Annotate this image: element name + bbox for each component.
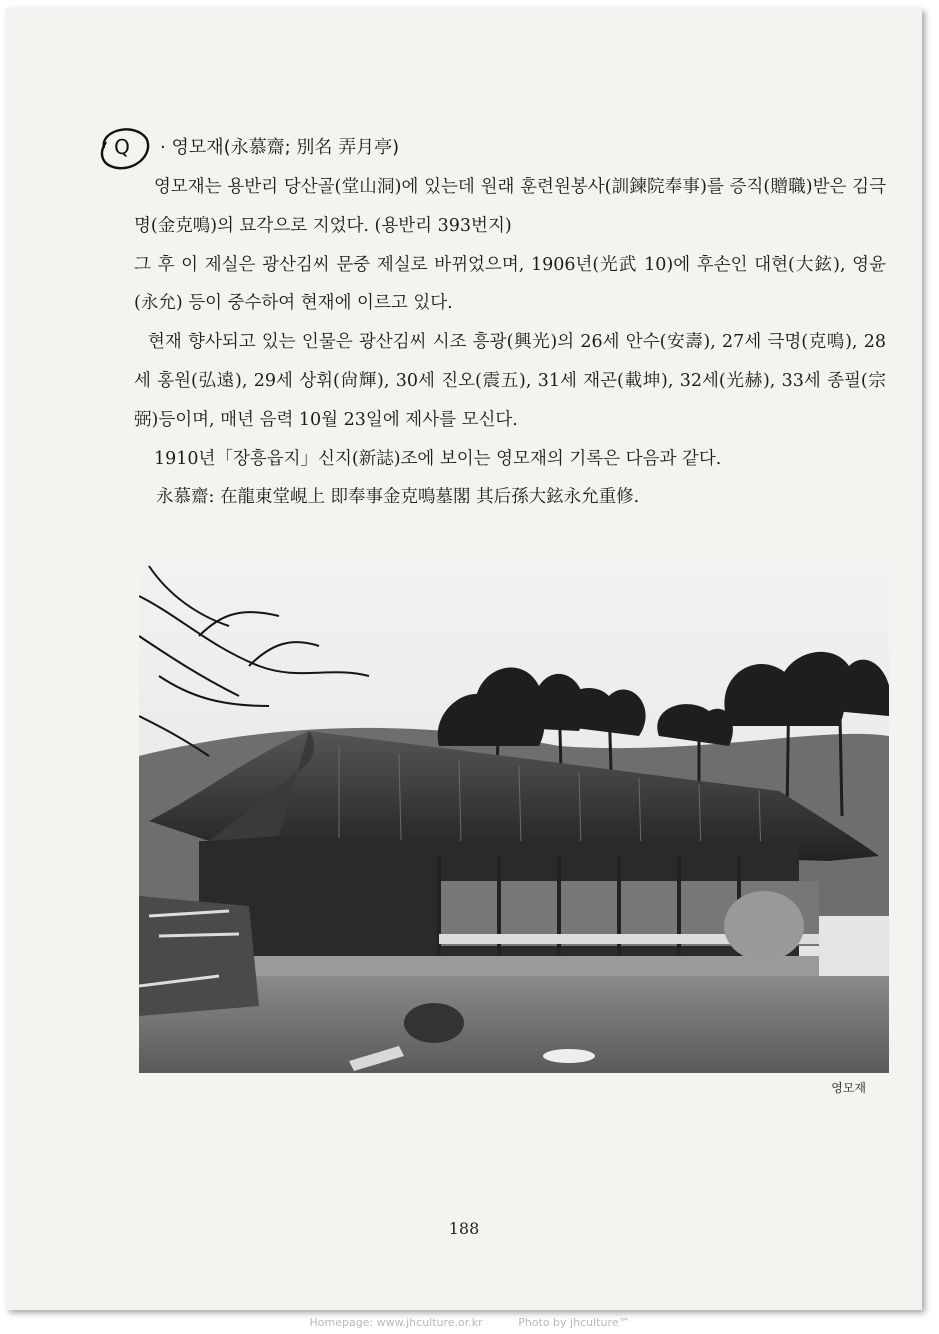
book-page xyxy=(6,8,922,1310)
paragraph: 영모재는 용반리 당산골(堂山洞)에 있는데 원래 훈련원봉사(訓鍊院奉事)를 증직(贈職)받은 김극명(金克鳴)의 묘각으로 지었다. (용반리 393번지) xyxy=(134,177,886,236)
svg-text:Q: Q xyxy=(114,135,130,159)
paragraph: 그 후 이 제실은 광산김씨 문중 제실로 바뀌었으며, 1906년(光武 10)에 후손인 대현(大鉉), 영윤(永允) 등이 중수하여 현재에 이르고 있다. xyxy=(134,254,886,314)
section-title: · 영모재(永慕齋; 別名 弄月亭) xyxy=(160,137,400,158)
watermark-photo: Photo by jhculture™ xyxy=(518,1316,630,1329)
watermark-homepage: Homepage: www.jhculture.or.kr xyxy=(309,1316,483,1329)
paragraph: 1910년「장흥읍지」신지(新誌)조에 보이는 영모재의 기록은 다음과 같다. xyxy=(154,448,722,469)
yeongmojae-photo xyxy=(139,556,889,1073)
paragraph: 현재 향사되고 있는 인물은 광산김씨 시조 흥광(興光)의 26세 안수(安壽), 27세 극명(克鳴), 28세 홍원(弘遠), 29세 상휘(尙輝), 30세 진오(震五), 31세 재곤(載坤), 32세(光赫), 33세 종필(宗弼)등이며, 매년 음력 10월 23일에 제사를 모신다. xyxy=(134,332,886,430)
photo-caption: 영모재 xyxy=(831,1081,866,1095)
section-heading xyxy=(94,120,399,172)
watermark xyxy=(0,1316,939,1329)
page-number: 188 xyxy=(448,1219,480,1238)
paragraph-quote: 永慕齋: 在龍東堂峴上 即奉事金克鳴墓閣 其后孫大鉉永允重修. xyxy=(156,487,640,508)
body-text xyxy=(134,168,886,517)
handwritten-circle-mark xyxy=(94,120,154,172)
